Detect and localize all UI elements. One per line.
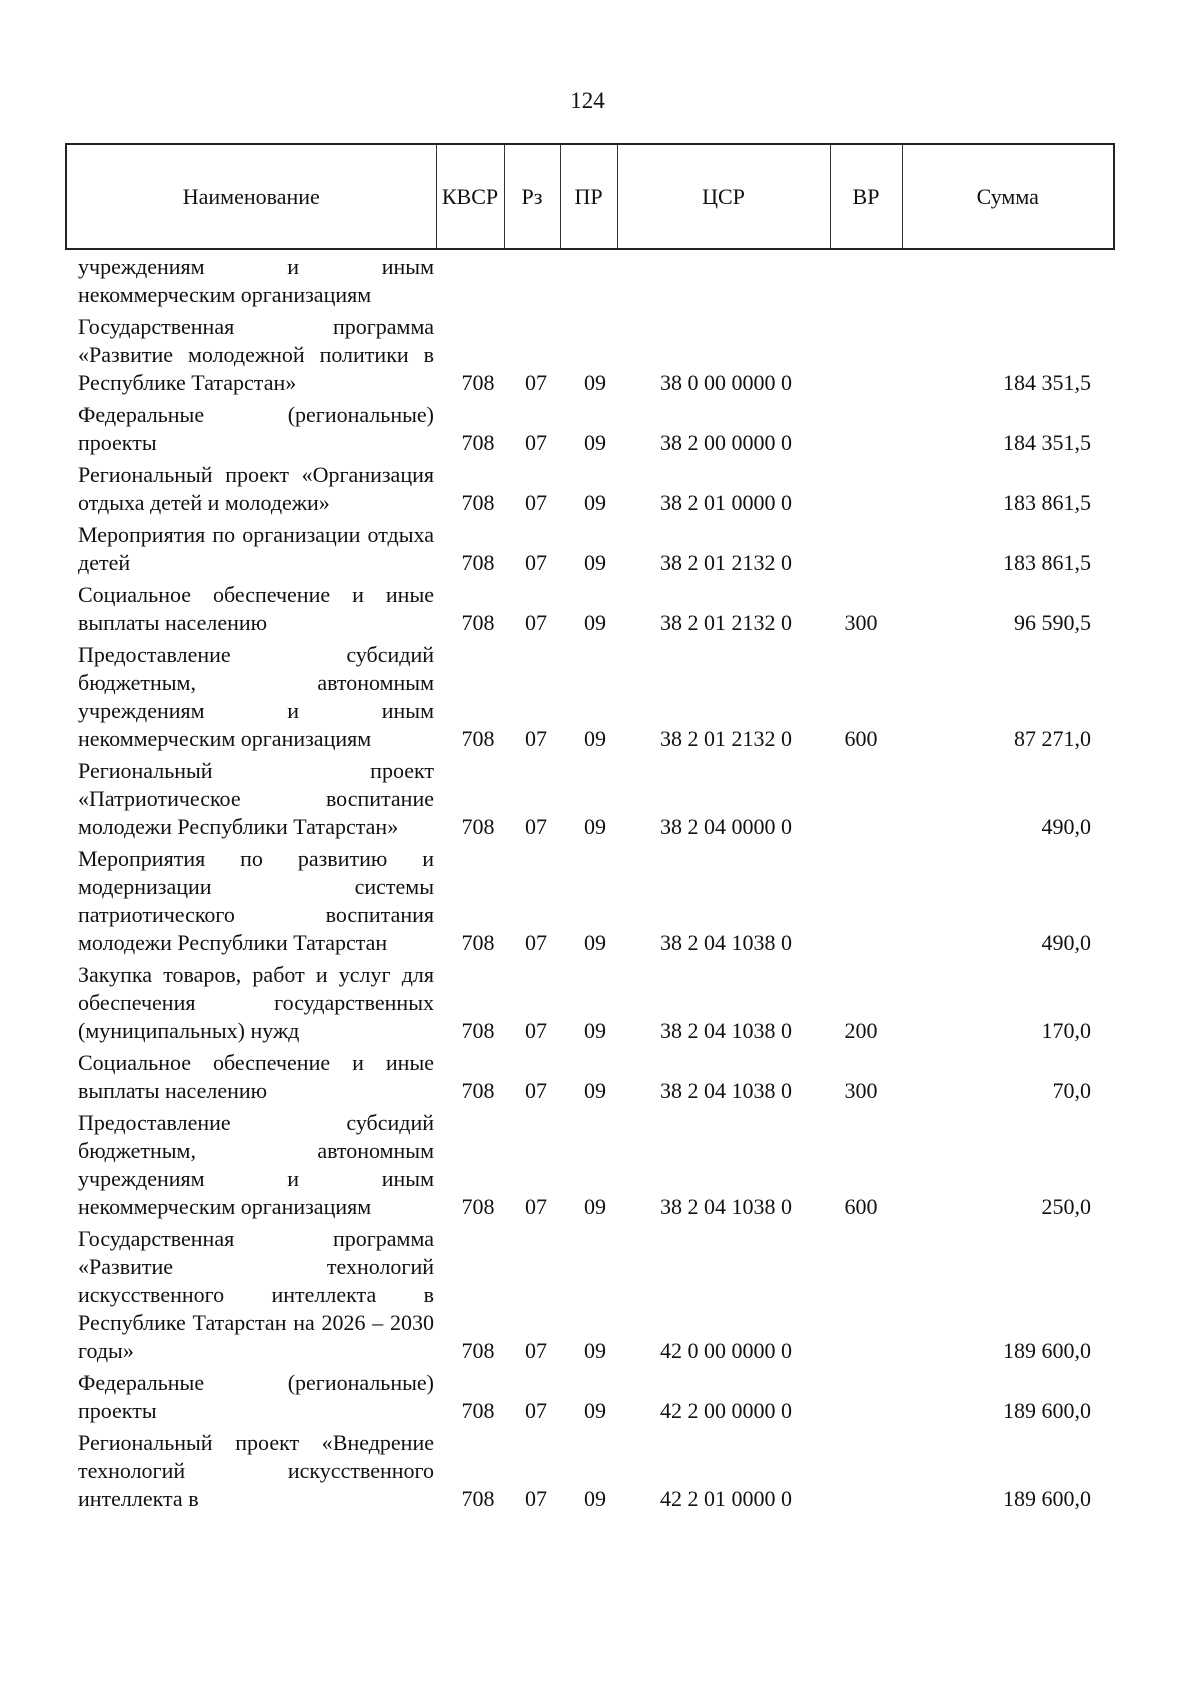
header-kvsr: КВСР [436,144,504,249]
page-number: 124 [570,88,605,113]
table-header [65,143,1115,250]
row-sum: 189 600,0 [1003,1398,1091,1423]
row-rz: 07 [525,1398,547,1423]
row-sum: 184 351,5 [1003,430,1091,455]
header-sum: Сумма [902,144,1114,249]
row-name: Социальное обеспечение и иные выплаты населению [78,1050,434,1103]
header-csr: ЦСР [617,144,830,249]
row-kvsr: 708 [461,490,495,515]
table-row [0,845,1200,957]
row-kvsr: 708 [461,930,495,955]
table-row [0,757,1200,841]
row-pr: 09 [584,610,606,635]
row-sum: 70,0 [1052,1078,1091,1103]
row-name: Мероприятия по развитию и модернизации системы патриотического воспитания молодежи Республики Татарстан [78,846,434,955]
row-rz: 07 [525,1486,547,1511]
row-csr: 42 0 00 0000 0 [660,1338,792,1363]
row-sum: 170,0 [1041,1018,1091,1043]
row-rz: 07 [525,490,547,515]
row-sum: 87 271,0 [1014,726,1091,751]
table-row [0,461,1200,517]
row-pr: 09 [584,370,606,395]
row-csr: 38 0 00 0000 0 [660,370,792,395]
table-row [0,401,1200,457]
row-sum: 490,0 [1041,814,1091,839]
table-row [0,521,1200,577]
row-sum: 490,0 [1041,930,1091,955]
table-row [0,1225,1200,1365]
table-body [0,253,1200,1513]
row-rz: 07 [525,726,547,751]
header-vr: ВР [830,144,902,249]
row-kvsr: 708 [461,370,495,395]
row-csr: 42 2 01 0000 0 [660,1486,792,1511]
row-pr: 09 [584,1194,606,1219]
row-name: Государственная программа «Развитие технологий искусственного интеллекта в Республике Татарстан на 2026 – 2030 годы» [78,1226,434,1363]
row-sum: 183 861,5 [1003,490,1091,515]
table-row [0,1429,1200,1513]
row-sum: 189 600,0 [1003,1338,1091,1363]
row-sum: 96 590,5 [1014,610,1091,635]
row-kvsr: 708 [461,1486,495,1511]
row-pr: 09 [584,1018,606,1043]
row-sum: 184 351,5 [1003,370,1091,395]
row-pr: 09 [584,550,606,575]
row-name: учреждениям и иным некоммерческим организациям [78,254,434,307]
row-sum: 189 600,0 [1003,1486,1091,1511]
row-name: Региональный проект «Патриотическое воспитание молодежи Республики Татарстан» [78,758,434,839]
row-name: Региональный проект «Организация отдыха детей и молодежи» [78,462,434,515]
row-kvsr: 708 [461,726,495,751]
row-rz: 07 [525,1338,547,1363]
row-name: Предоставление субсидий бюджетным, автономным учреждениям и иным некоммерческим организациям [78,1110,434,1219]
row-pr: 09 [584,430,606,455]
row-pr: 09 [584,726,606,751]
row-rz: 07 [525,370,547,395]
table-row [0,313,1200,397]
row-pr: 09 [584,1078,606,1103]
row-name: Федеральные (региональные) проекты [78,1370,434,1423]
row-pr: 09 [584,1486,606,1511]
row-vr: 300 [844,610,878,635]
row-kvsr: 708 [461,1018,495,1043]
row-csr: 42 2 00 0000 0 [660,1398,792,1423]
row-kvsr: 708 [461,430,495,455]
row-csr: 38 2 01 0000 0 [660,490,792,515]
row-rz: 07 [525,430,547,455]
row-csr: 38 2 04 1038 0 [660,930,792,955]
row-rz: 07 [525,1194,547,1219]
row-rz: 07 [525,550,547,575]
row-pr: 09 [584,1338,606,1363]
row-rz: 07 [525,1018,547,1043]
row-csr: 38 2 01 2132 0 [660,550,792,575]
row-name: Мероприятия по организации отдыха детей [78,522,434,575]
row-rz: 07 [525,610,547,635]
row-rz: 07 [525,1078,547,1103]
row-name: Региональный проект «Внедрение технологий искусственного интеллекта в [78,1430,434,1511]
row-sum: 250,0 [1041,1194,1091,1219]
row-csr: 38 2 01 2132 0 [660,726,792,751]
row-pr: 09 [584,930,606,955]
header-rz: Рз [504,144,560,249]
row-kvsr: 708 [461,814,495,839]
row-name: Закупка товаров, работ и услуг для обеспечения государственных (муниципальных) нужд [78,962,434,1043]
row-csr: 38 2 01 2132 0 [660,610,792,635]
row-pr: 09 [584,1398,606,1423]
row-vr: 300 [844,1078,878,1103]
row-kvsr: 708 [461,1194,495,1219]
row-name: Федеральные (региональные) проекты [78,402,434,455]
table-row [0,641,1200,753]
row-csr: 38 2 04 0000 0 [660,814,792,839]
table-row [0,581,1200,637]
table-row [0,1049,1200,1105]
row-csr: 38 2 04 1038 0 [660,1018,792,1043]
table-row [0,1109,1200,1221]
row-csr: 38 2 00 0000 0 [660,430,792,455]
row-rz: 07 [525,930,547,955]
row-kvsr: 708 [461,1078,495,1103]
row-pr: 09 [584,814,606,839]
row-kvsr: 708 [461,610,495,635]
row-name: Предоставление субсидий бюджетным, автономным учреждениям и иным некоммерческим организациям [78,642,434,751]
row-name: Социальное обеспечение и иные выплаты населению [78,582,434,635]
table-row [0,253,1200,309]
header-name: Наименование [66,144,436,249]
row-name: Государственная программа «Развитие молодежной политики в Республике Татарстан» [78,314,434,395]
row-kvsr: 708 [461,1398,495,1423]
row-vr: 600 [844,1194,878,1219]
row-sum: 183 861,5 [1003,550,1091,575]
row-rz: 07 [525,814,547,839]
row-pr: 09 [584,490,606,515]
table-row [0,1369,1200,1425]
table-row [0,961,1200,1045]
row-kvsr: 708 [461,550,495,575]
row-kvsr: 708 [461,1338,495,1363]
header-pr: ПР [560,144,617,249]
row-vr: 200 [844,1018,878,1043]
row-csr: 38 2 04 1038 0 [660,1078,792,1103]
row-csr: 38 2 04 1038 0 [660,1194,792,1219]
row-vr: 600 [844,726,878,751]
